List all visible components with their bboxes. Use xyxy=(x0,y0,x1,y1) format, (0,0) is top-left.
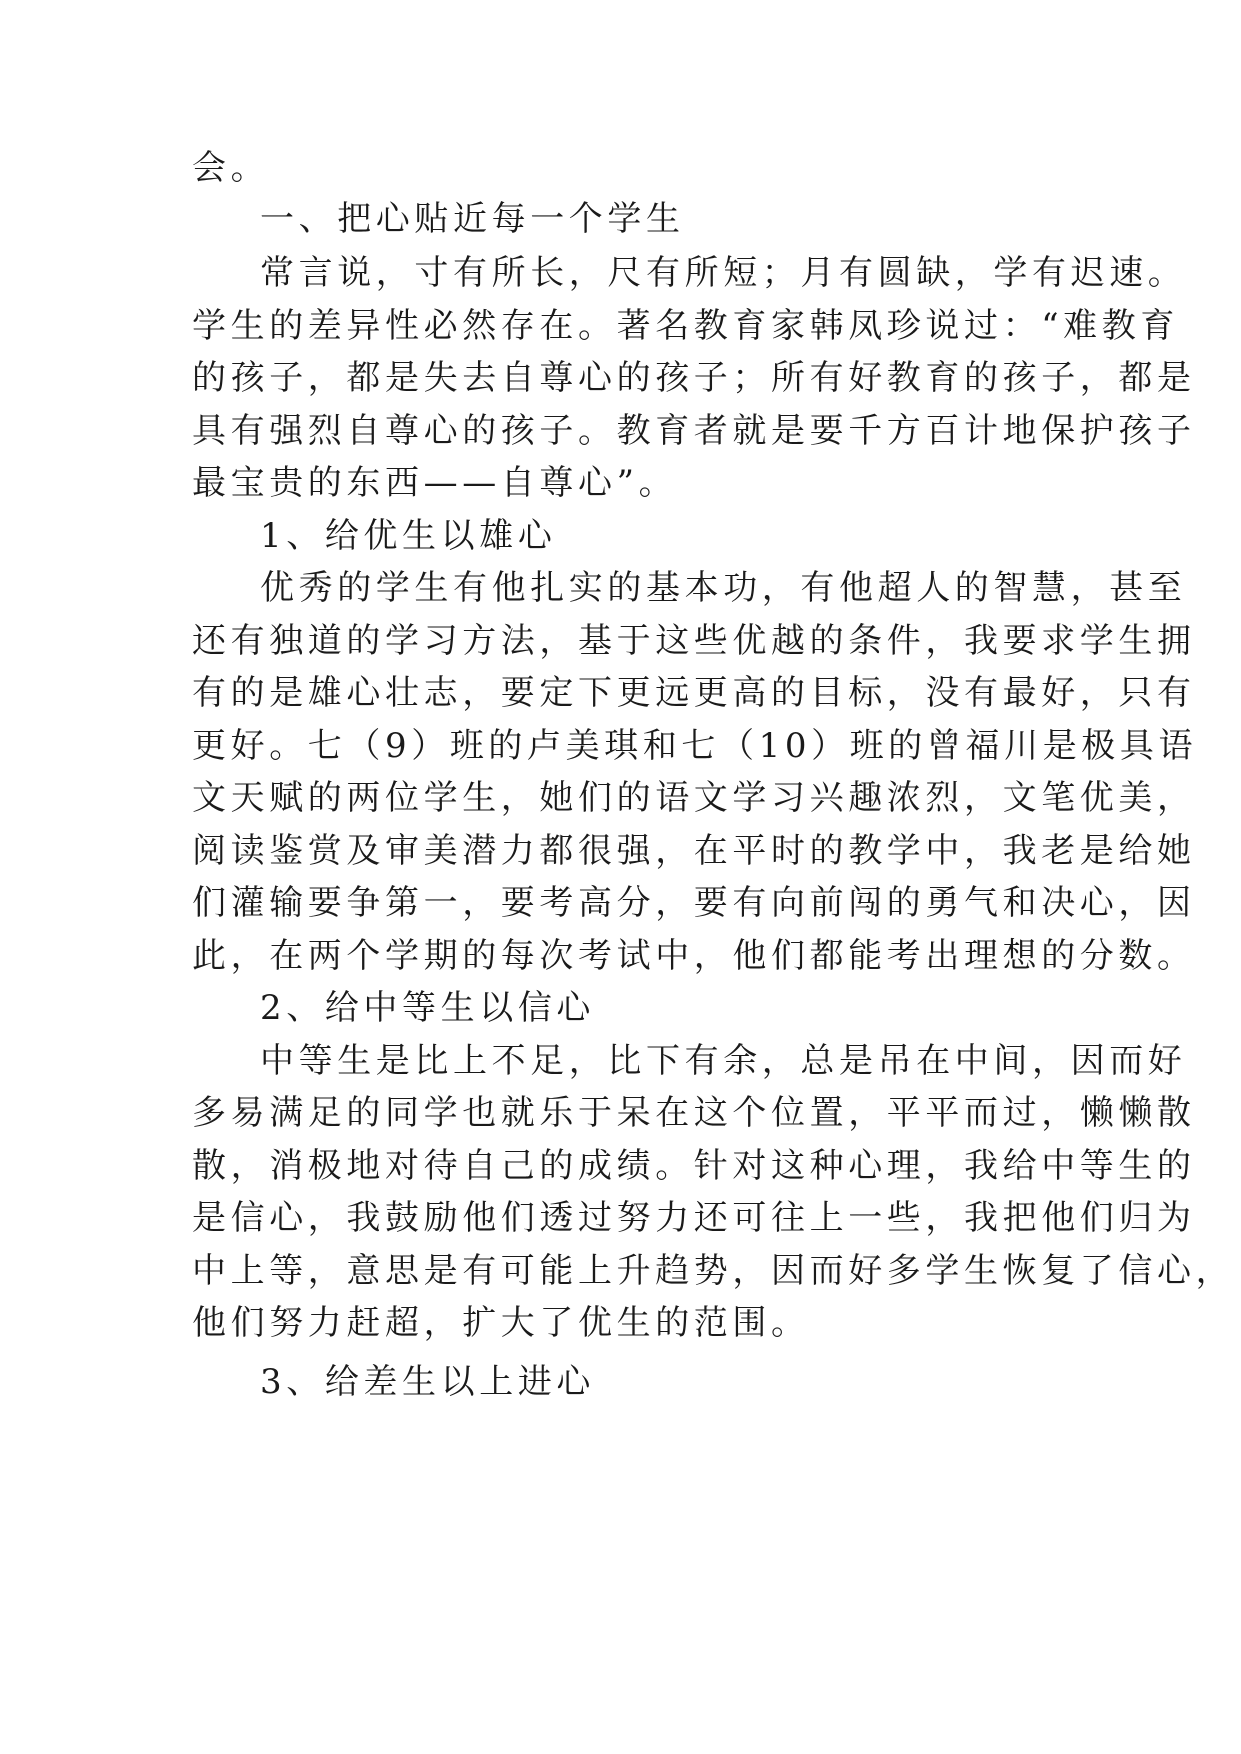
text-line: 还有独道的学习方法，基于这些优越的条件，我要求学生拥 xyxy=(192,621,1196,661)
text-line: 更好。七（9）班的卢美琪和七（10）班的曾福川是极具语 xyxy=(192,726,1198,766)
text-line: 多易满足的同学也就乐于呆在这个位置，平平而过，懒懒散 xyxy=(192,1093,1196,1133)
subsection-heading: 1、给优生以雄心 xyxy=(260,516,557,556)
text-line: 有的是雄心壮志，要定下更远更高的目标，没有最好，只有 xyxy=(192,673,1196,713)
text-line: 阅读鉴赏及审美潜力都很强，在平时的教学中，我老是给她 xyxy=(192,831,1196,871)
subsection-heading: 2、给中等生以信心 xyxy=(260,988,596,1028)
text-line: 最宝贵的东西——自尊心”。 xyxy=(192,463,678,503)
text-line: 此，在两个学期的每次考试中，他们都能考出理想的分数。 xyxy=(192,936,1196,976)
subsection-heading: 3、给差生以上进心 xyxy=(260,1362,596,1402)
text-line: 的孩子，都是失去自尊心的孩子；所有好教育的孩子，都是 xyxy=(192,358,1196,398)
text-line: 散，消极地对待自己的成绩。针对这种心理，我给中等生的 xyxy=(192,1146,1196,1186)
text-line: 学生的差异性必然存在。著名教育家韩凤珍说过：“难教育 xyxy=(192,306,1179,346)
text-line: 具有强烈自尊心的孩子。教育者就是要千方百计地保护孩子 xyxy=(192,411,1196,451)
text-line: 文天赋的两位学生，她们的语文学习兴趣浓烈，文笔优美， xyxy=(192,778,1196,818)
text-line: 优秀的学生有他扎实的基本功，有他超人的智慧，甚至 xyxy=(260,568,1187,608)
text-line: 中等生是比上不足，比下有余，总是吊在中间，因而好 xyxy=(260,1041,1187,1081)
text-line: 会。 xyxy=(192,148,270,188)
text-line: 们灌输要争第一，要考高分，要有向前闯的勇气和决心，因 xyxy=(192,883,1196,923)
text-line: 他们努力赶超，扩大了优生的范围。 xyxy=(192,1303,810,1343)
text-line: 常言说，寸有所长，尺有所短；月有圆缺，学有迟速。 xyxy=(260,253,1187,293)
section-heading: 一、把心贴近每一个学生 xyxy=(260,199,685,239)
text-line: 是信心，我鼓励他们透过努力还可往上一些，我把他们归为 xyxy=(192,1198,1196,1238)
text-line: 中上等，意思是有可能上升趋势，因而好多学生恢复了信心， xyxy=(192,1251,1235,1291)
